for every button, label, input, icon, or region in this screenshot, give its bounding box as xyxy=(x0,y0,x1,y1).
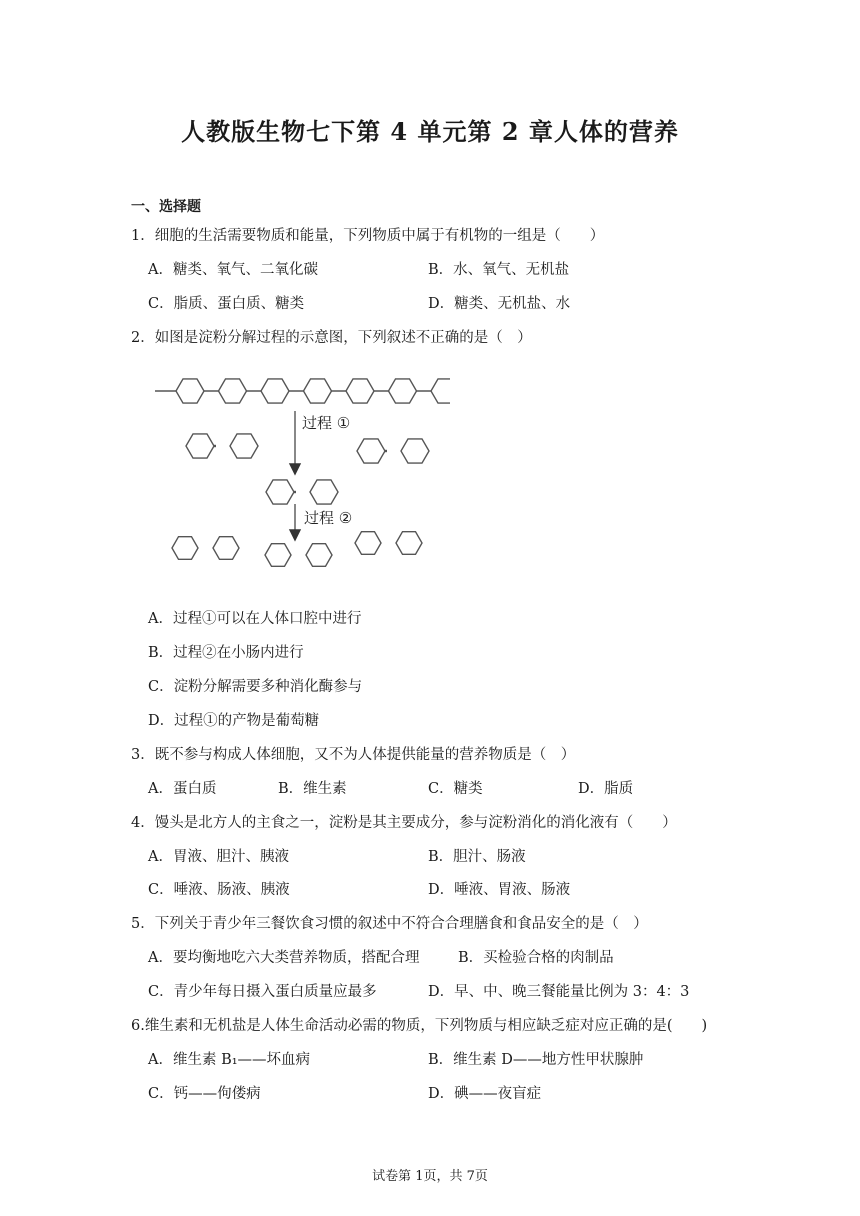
starch-breakdown-diagram xyxy=(150,368,450,568)
question-3-stem: 3．既不参与构成人体细胞，又不为人体提供能量的营养物质是（ ） xyxy=(131,747,576,763)
glucose-hexagon xyxy=(396,532,422,555)
maltose-hexagon xyxy=(357,439,385,463)
page-title: 人教版生物七下第 4 单元第 2 章人体的营养 xyxy=(181,117,679,146)
question-2-option-a: A．过程①可以在人体口腔中进行 xyxy=(148,611,362,627)
question-3-option-b: B．维生素 xyxy=(278,781,347,797)
question-6-option-a: A．维生素 B₁——坏血病 xyxy=(148,1052,311,1068)
question-1-option-d: D．糖类、无机盐、水 xyxy=(428,296,571,312)
question-2-option-c: C．淀粉分解需要多种消化酶参与 xyxy=(148,679,363,695)
question-1-option-c: C．脂质、蛋白质、糖类 xyxy=(148,296,305,312)
maltose-hexagon xyxy=(266,480,294,504)
starch-hexagon xyxy=(261,379,289,403)
question-2-stem: 2．如图是淀粉分解过程的示意图，下列叙述不正确的是（ ） xyxy=(131,330,532,346)
maltose-hexagon xyxy=(230,434,258,458)
question-4-option-d: D．唾液、胃液、肠液 xyxy=(428,882,571,898)
maltose-hexagon xyxy=(401,439,429,463)
process-2-label: 过程 ② xyxy=(304,509,353,527)
maltose-hexagon xyxy=(310,480,338,504)
question-5-option-d: D．早、中、晚三餐能量比例为 3：4：3 xyxy=(428,984,690,1000)
question-4-option-a: A．胃液、胆汁、胰液 xyxy=(148,849,289,865)
question-3-option-d: D．脂质 xyxy=(578,781,634,797)
question-1-option-b: B．水、氧气、无机盐 xyxy=(428,262,570,278)
starch-hexagon xyxy=(219,379,247,403)
starch-hexagon xyxy=(389,379,417,403)
arrow-1-head xyxy=(290,464,300,474)
question-2-option-b: B．过程②在小肠内进行 xyxy=(148,645,304,661)
question-1-option-a: A．糖类、氧气、二氧化碳 xyxy=(148,262,318,278)
question-3-option-a: A．蛋白质 xyxy=(148,781,217,797)
question-6-option-d: D．碘——夜盲症 xyxy=(428,1086,542,1102)
question-5-option-c: C．青少年每日摄入蛋白质量应最多 xyxy=(148,984,377,1000)
glucose-hexagon xyxy=(265,544,291,567)
question-1-stem: 1．细胞的生活需要物质和能量，下列物质中属于有机物的一组是（ ） xyxy=(131,228,605,244)
maltose-group xyxy=(186,434,429,504)
question-4-option-b: B．胆汁、肠液 xyxy=(428,849,526,865)
process-1-label: 过程 ① xyxy=(302,414,351,432)
starch-hexagon xyxy=(431,379,450,403)
question-6-option-c: C．钙——佝偻病 xyxy=(148,1086,261,1102)
maltose-hexagon xyxy=(186,434,214,458)
starch-hexagon xyxy=(304,379,332,403)
question-5-option-b: B．买检验合格的肉制品 xyxy=(458,950,614,966)
glucose-hexagon xyxy=(213,537,239,560)
page-footer: 试卷第 1页，共 7页 xyxy=(372,1169,488,1184)
question-4-stem: 4．馒头是北方人的主食之一，淀粉是其主要成分，参与淀粉消化的消化液有（ ） xyxy=(131,815,677,831)
question-6-option-b: B．维生素 D——地方性甲状腺肿 xyxy=(428,1052,644,1068)
section-heading: 一、选择题 xyxy=(131,199,201,215)
question-2-option-d: D．过程①的产物是葡萄糖 xyxy=(148,713,320,729)
glucose-hexagon xyxy=(306,544,332,567)
question-4-option-c: C．唾液、肠液、胰液 xyxy=(148,882,290,898)
glucose-hexagon xyxy=(172,537,198,560)
question-5-stem: 5．下列关于青少年三餐饮食习惯的叙述中不符合合理膳食和食品安全的是（ ） xyxy=(131,916,648,932)
question-5-option-a: A．要均衡地吃六大类营养物质，搭配合理 xyxy=(148,950,420,966)
arrow-2-head xyxy=(290,530,300,540)
glucose-hexagon xyxy=(355,532,381,555)
starch-hexagon xyxy=(346,379,374,403)
question-3-option-c: C．糖类 xyxy=(428,781,483,797)
starch-hexagon xyxy=(176,379,204,403)
question-6-stem: 6.维生素和无机盐是人体生命活动必需的物质，下列物质与相应缺乏症对应正确的是( ) xyxy=(131,1018,708,1034)
